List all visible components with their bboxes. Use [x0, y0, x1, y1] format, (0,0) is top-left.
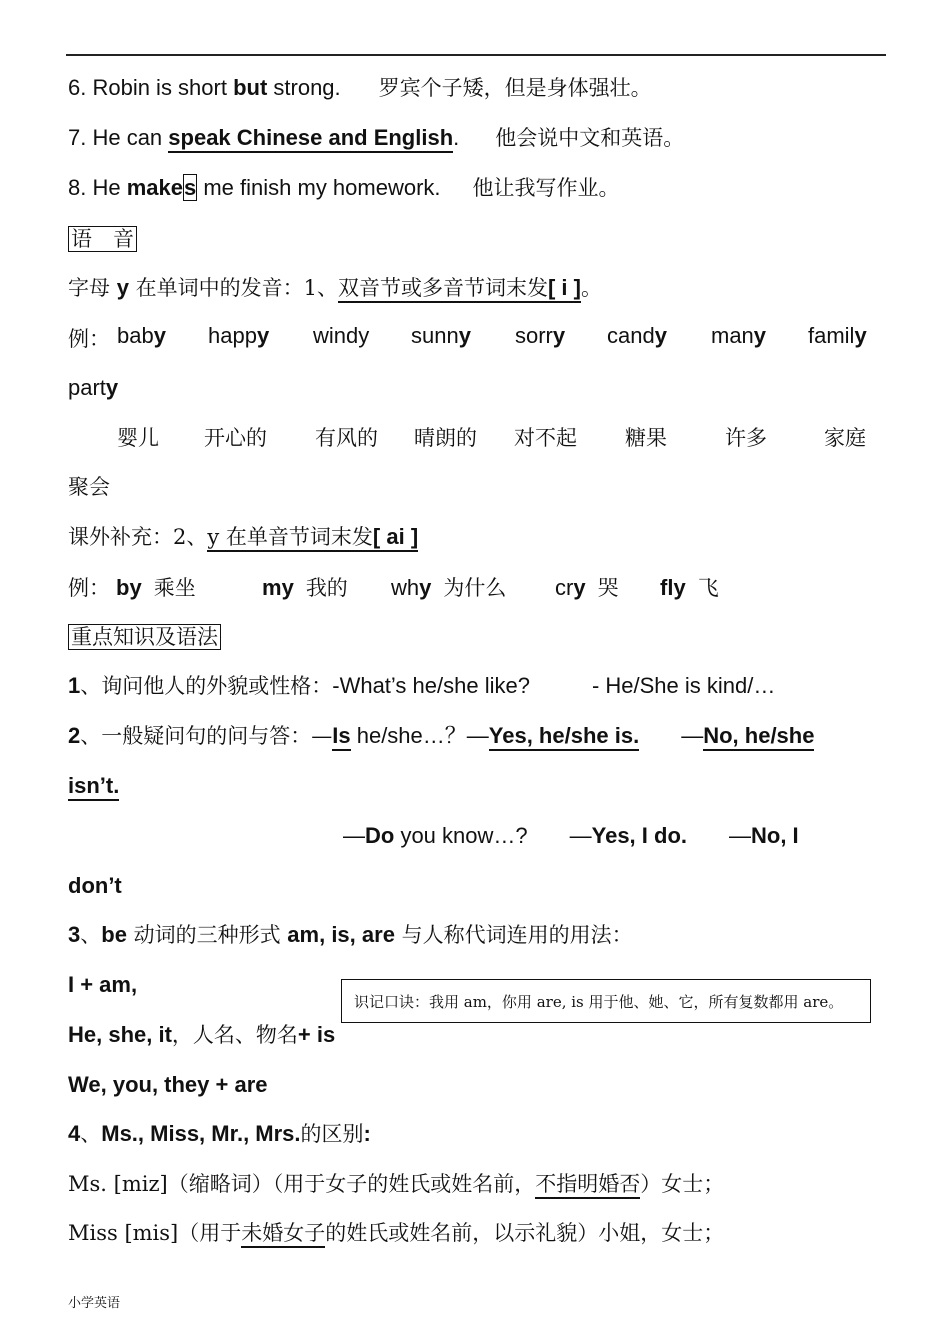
grammar-2: [68, 721, 814, 751]
example-label-2: 例：: [68, 576, 110, 600]
word-fly: fly 飞: [660, 575, 719, 600]
word-happy: happy: [208, 323, 270, 348]
meaning-many: 许多: [725, 426, 767, 450]
meaning-sunny: 晴朗的: [414, 426, 477, 450]
s6-pre: 6. Robin is short: [68, 75, 234, 100]
meaning-family: 家庭: [824, 426, 866, 450]
section-grammar: [68, 622, 221, 652]
g2-yes: Yes, he/she is.: [489, 723, 639, 751]
g3-line-1: I + am,: [68, 972, 138, 997]
rule2-underlined: y 在单音节词末发: [207, 525, 373, 549]
meaning-happy: 开心的: [204, 426, 267, 450]
rule2-ipa: [ ai ]: [372, 524, 419, 549]
page-footer: 小学英语: [68, 1296, 121, 1311]
g2-question: he/she…？—: [350, 723, 489, 748]
grammar-2-cont: [68, 771, 119, 801]
grammar-3: 3、be 动词的三种形式 am, is, are 与人称代词连用的用法：: [68, 922, 633, 947]
word-sorry: sorry: [515, 323, 566, 348]
meaning-baby: 婴儿: [117, 426, 159, 450]
s7-post: .: [453, 125, 460, 150]
rule1-y: y: [116, 275, 129, 300]
header-rule: [66, 54, 886, 56]
rule1-end: 。: [580, 276, 602, 300]
miss-definition: Miss [mis]（用于未婚女子的姓氏或姓名前，以示礼貌）小姐，女士；: [68, 1218, 724, 1248]
sentence-7: [68, 123, 684, 153]
ms-underlined: 不指明婚否: [535, 1172, 640, 1199]
word-cry: cry 哭: [555, 575, 619, 600]
rule2-a: 课外补充：2、: [68, 525, 208, 549]
g1-answer: - He/She is kind/…: [591, 673, 776, 698]
word-my: my 我的: [262, 575, 348, 600]
word-windy: windy: [313, 323, 370, 348]
g2-dash: —: [681, 723, 704, 748]
meaning-candy: 糖果: [625, 426, 667, 450]
rule-1: [68, 273, 602, 303]
g4-titles: Ms., Miss, Mr., Mrs.: [101, 1121, 301, 1146]
g1-question: -What’s he/she like?: [332, 673, 530, 698]
g2b-question: you know…?: [394, 823, 528, 848]
s8-post: me finish my homework.: [197, 175, 441, 200]
g3-line-3: We, you, they + are: [68, 1072, 268, 1097]
word-sunny: sunny: [411, 323, 471, 348]
rule-2: [68, 522, 418, 552]
section-pronunciation: [68, 224, 137, 254]
section-grammar-title: 重点知识及语法: [68, 624, 221, 650]
g3-forms: am, is, are: [287, 922, 395, 947]
word-baby: baby: [117, 323, 166, 348]
g2-text: 、一般疑问句的问与答：—: [80, 724, 333, 748]
word-many: many: [711, 323, 767, 348]
word-candy: candy: [607, 323, 667, 348]
g3-line-2: He, she, it，人名、物名+ is: [68, 1022, 336, 1047]
meaning-sorry: 对不起: [514, 426, 577, 450]
rule1-underlined: 双音节或多音节词末发: [337, 276, 548, 300]
s6-translation: 罗宾个子矮，但是身体强壮。: [378, 76, 652, 100]
g2-is: Is: [332, 723, 350, 751]
rule1-b: 在单词中的发音：1、: [128, 276, 338, 300]
g2b-do: Do: [365, 823, 395, 848]
s8-translation: 他让我写作业。: [472, 176, 620, 200]
meaning-windy: 有风的: [315, 426, 378, 450]
example-label: 例：: [68, 327, 110, 351]
s8-pre: 8. He: [68, 175, 127, 200]
g1-text: 、询问他人的外貌或性格：: [80, 674, 333, 698]
word-party: party: [68, 375, 119, 400]
ms-definition: Ms. [miz]（缩略词）（用于女子的姓氏或姓名前，不指明婚否）女士；: [68, 1169, 724, 1199]
g3-be: be: [101, 922, 127, 947]
sentence-8: [68, 173, 620, 203]
s6-post: strong.: [267, 75, 341, 100]
g1-num: 1: [68, 673, 81, 698]
s8-bold: make: [126, 175, 183, 200]
word-family: family: [808, 323, 867, 348]
rule1-a: 字母: [68, 276, 117, 300]
g2b-no: No, I: [751, 823, 799, 848]
g2-no: No, he/she: [703, 723, 814, 751]
g2b-dont: don’t: [68, 873, 122, 898]
meaning-party: 聚会: [68, 475, 110, 499]
grammar-4: 4、Ms., Miss, Mr., Mrs.的区别:: [68, 1121, 371, 1146]
mnemonic-note: 识记口诀：我用 am，你用 are, is 用于他、她、它，所有复数都用 are。: [341, 979, 871, 1023]
word-by: by 乘坐: [116, 575, 196, 600]
grammar-2b-cont: [68, 871, 122, 901]
grammar-2b: —Do you know…? —Yes, I do. —No, I: [343, 823, 799, 848]
g2-num: 2: [68, 723, 81, 748]
s7-pre: 7. He can: [68, 125, 169, 150]
miss-underlined: 未婚女子: [241, 1221, 325, 1248]
g2-isnt: isn’t.: [68, 773, 119, 801]
word-why: why 为什么: [391, 575, 507, 600]
section-pronunciation-title: 语 音: [68, 226, 137, 252]
s7-translation: 他会说中文和英语。: [495, 126, 685, 150]
sentence-6: [68, 73, 652, 103]
rule1-ipa: [ i ]: [547, 275, 581, 300]
s6-bold: but: [233, 75, 268, 100]
grammar-1: [68, 671, 775, 701]
s8-boxed: s: [183, 175, 197, 200]
g2b-yes: Yes, I do.: [591, 823, 687, 848]
s7-underlined: speak Chinese and English: [168, 125, 453, 153]
